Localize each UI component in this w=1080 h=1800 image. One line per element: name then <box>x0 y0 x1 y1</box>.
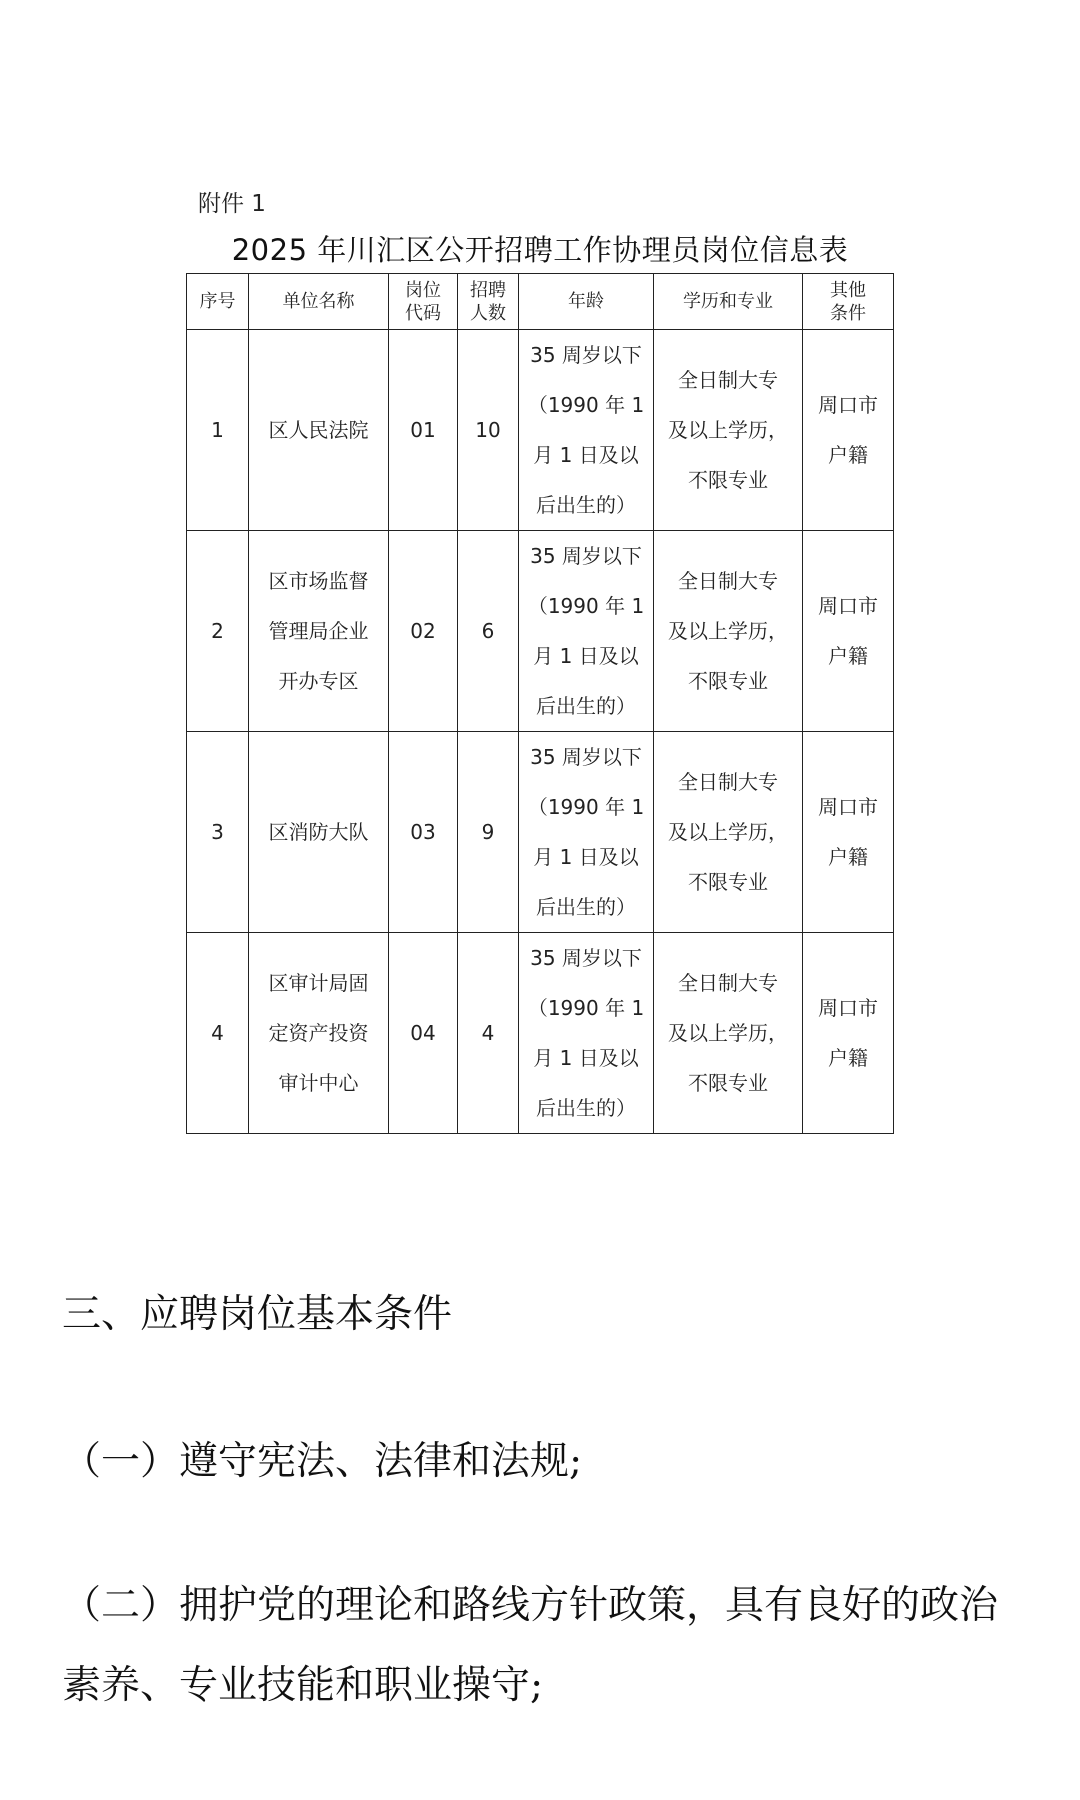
cell-code: 04 <box>389 933 458 1134</box>
cell-count: 4 <box>458 933 519 1134</box>
cell-index: 3 <box>187 732 249 933</box>
paragraph-item: （一）遵守宪法、法律和法规; <box>62 1439 583 1484</box>
table-header-row <box>187 274 894 330</box>
cell-education: 全日制大专 及以上学历， 不限专业 <box>654 531 803 732</box>
cell-count: 6 <box>458 531 519 732</box>
cell-other: 周口市 户籍 <box>803 732 894 933</box>
cell-other: 周口市 户籍 <box>803 531 894 732</box>
cell-education: 全日制大专 及以上学历， 不限专业 <box>654 330 803 531</box>
cell-code: 03 <box>389 732 458 933</box>
cell-education: 全日制大专 及以上学历， 不限专业 <box>654 933 803 1134</box>
cell-unit: 区消防大队 <box>249 732 389 933</box>
cell-index: 4 <box>187 933 249 1134</box>
cell-age: 35 周岁以下 （1990 年 1 月 1 日及以 后出生的） <box>519 732 654 933</box>
header-recruit-count: 招聘 人数 <box>458 274 519 330</box>
cell-unit: 区审计局固 定资产投资 审计中心 <box>249 933 389 1134</box>
cell-other: 周口市 户籍 <box>803 933 894 1134</box>
header-position-code: 岗位 代码 <box>389 274 458 330</box>
attachment-label: 附件 1 <box>198 191 266 217</box>
cell-other: 周口市 户籍 <box>803 330 894 531</box>
header-index: 序号 <box>187 274 249 330</box>
cell-index: 1 <box>187 330 249 531</box>
header-age: 年龄 <box>519 274 654 330</box>
header-unit-name: 单位名称 <box>249 274 389 330</box>
header-other-conditions: 其他 条件 <box>803 274 894 330</box>
cell-unit: 区市场监督 管理局企业 开办专区 <box>249 531 389 732</box>
cell-count: 10 <box>458 330 519 531</box>
table-row <box>187 933 894 1134</box>
section-heading: 三、应聘岗位基本条件 <box>62 1292 453 1337</box>
cell-code: 01 <box>389 330 458 531</box>
paragraph-item: （二）拥护党的理论和路线方针政策，具有良好的政治素养、专业技能和职业操守; <box>62 1583 999 1708</box>
cell-unit: 区人民法院 <box>249 330 389 531</box>
header-education: 学历和专业 <box>654 274 803 330</box>
table-title: 2025 年川汇区公开招聘工作协理员岗位信息表 <box>231 233 849 267</box>
table-row <box>187 732 894 933</box>
cell-count: 9 <box>458 732 519 933</box>
position-info-table <box>186 273 894 1134</box>
cell-index: 2 <box>187 531 249 732</box>
cell-education: 全日制大专 及以上学历， 不限专业 <box>654 732 803 933</box>
table-row <box>187 531 894 732</box>
cell-age: 35 周岁以下 （1990 年 1 月 1 日及以 后出生的） <box>519 531 654 732</box>
cell-code: 02 <box>389 531 458 732</box>
cell-age: 35 周岁以下 （1990 年 1 月 1 日及以 后出生的） <box>519 330 654 531</box>
table-row <box>187 330 894 531</box>
cell-age: 35 周岁以下 （1990 年 1 月 1 日及以 后出生的） <box>519 933 654 1134</box>
